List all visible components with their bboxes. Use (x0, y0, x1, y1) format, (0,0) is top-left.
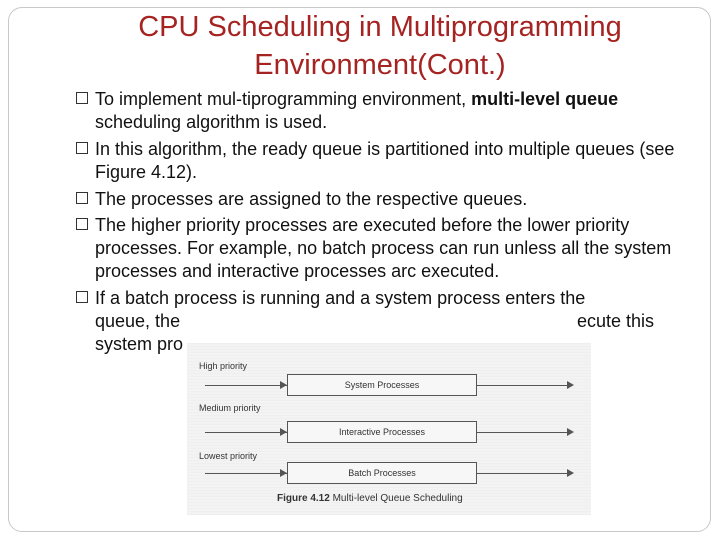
bullet-text-post: scheduling algorithm is used. (95, 112, 328, 132)
bullet-text: In this algorithm, the ready queue is partitioned into multiple queues (see Figure 4.12). (95, 139, 675, 182)
bullet-item (20, 88, 680, 134)
queue-interactive: Interactive Processes (287, 421, 477, 443)
bullet-text-line2-start: queue, the (95, 311, 181, 331)
bullet-item (20, 138, 680, 184)
title-line-1: CPU Scheduling in Multiprogramming (138, 11, 622, 43)
bullet-box-icon (76, 92, 88, 104)
queue-system: System Processes (287, 374, 477, 396)
arrow-in-system (205, 385, 287, 386)
queue-batch: Batch Processes (287, 462, 477, 484)
figure-multilevel-queue (187, 343, 591, 515)
bullet-text-line2-end: ecute this (577, 311, 655, 331)
arrow-out-interactive (477, 432, 569, 433)
bullet-item (20, 188, 680, 211)
figure-caption (277, 493, 463, 504)
slide-title (20, 8, 720, 84)
arrow-in-interactive (205, 432, 287, 433)
level-label-medium: Medium priority (199, 403, 261, 413)
level-label-lowest: Lowest priority (199, 451, 258, 461)
bullet-box-icon (76, 192, 88, 204)
bullet-text: The processes are assigned to the respective queues. (95, 189, 528, 209)
arrow-out-batch (477, 473, 569, 474)
arrow-head-icon (567, 469, 574, 477)
arrow-out-system (477, 385, 569, 386)
arrow-head-icon (280, 381, 287, 389)
arrow-in-batch (205, 473, 287, 474)
arrow-head-icon (280, 469, 287, 477)
level-label-high: High priority (199, 361, 248, 371)
arrow-head-icon (567, 428, 574, 436)
bullet-line2 (95, 310, 680, 333)
bullet-text-bold: multi-level queue (471, 89, 619, 109)
bullet-text-line1: If a batch process is running and a system process enters the (95, 288, 586, 308)
bullet-text-pre: To implement mul-tiprogramming environment, (95, 89, 472, 109)
figure-caption-number: Figure 4.12 (277, 493, 330, 504)
bullet-text-line3: system pro (95, 334, 184, 354)
bullet-box-icon (76, 218, 88, 230)
bullet-box-icon (76, 291, 88, 303)
bullet-list (20, 88, 680, 359)
arrow-head-icon (567, 381, 574, 389)
arrow-head-icon (280, 428, 287, 436)
bullet-text: The higher priority processes are executed before the lower priority processes. For example, no batch process can run unless all the system processes and interactive processes arc executed. (95, 215, 672, 281)
bullet-box-icon (76, 142, 88, 154)
bullet-item (20, 214, 680, 283)
figure-caption-text: Multi-level Queue Scheduling (329, 493, 463, 504)
title-line-2: Environment(Cont.) (254, 49, 506, 81)
